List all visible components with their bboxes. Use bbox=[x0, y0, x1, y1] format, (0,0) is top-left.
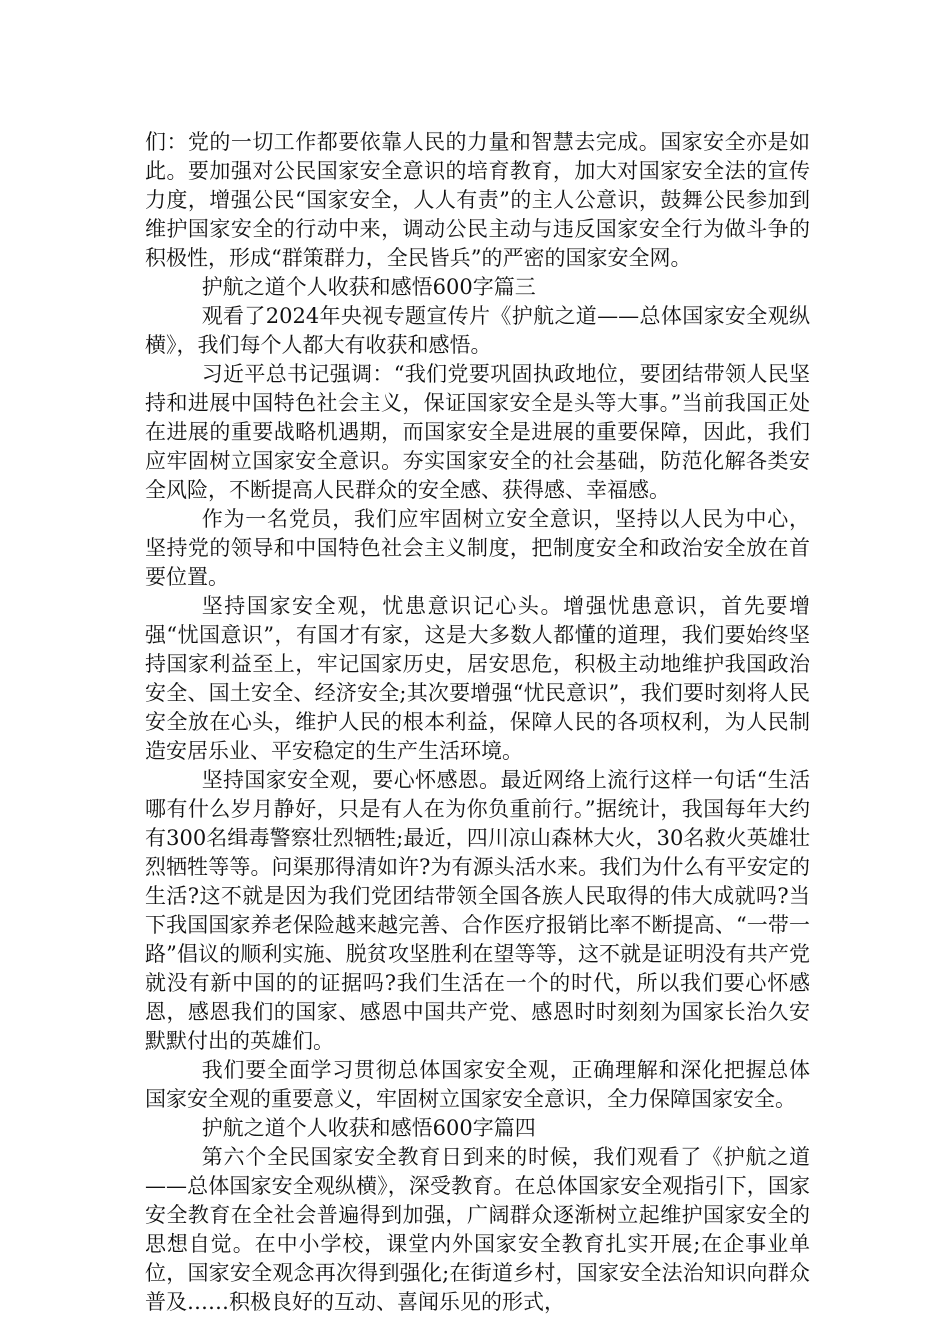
paragraph: 我们要全面学习贯彻总体国家安全观，正确理解和深化把握总体国家安全观的重要意义，牢固树立国家安全意识，全力保障国家安全。 bbox=[145, 1058, 810, 1111]
paragraph: 作为一名党员，我们应牢固树立安全意识，坚持以人民为中心，坚持党的领导和中国特色社会主义制度，把制度安全和政治安全放在首要位置。 bbox=[145, 507, 810, 589]
section-heading-part-three: 护航之道个人收获和感悟600字篇三 bbox=[201, 275, 536, 299]
document-body bbox=[145, 128, 810, 1317]
paragraph: 坚持国家安全观，忧患意识记心头。增强忧患意识，首先要增强“忧国意识”，有国才有家，这是大多数人都懂的道理，我们要始终坚持国家利益至上，牢记国家历史，居安思危，积极主动地维护我国政治安全、国土安全、经济安全;其次要增强“忧民意识”，我们要时刻将人民安全放在心头，维护人民的根本利益，保障人民的各项权利，为人民制造安居乐业、平安稳定的生产生活环境。 bbox=[145, 594, 810, 763]
paragraph: 第六个全民国家安全教育日到来的时候，我们观看了《护航之道——总体国家安全观纵横》，深受教育。在总体国家安全观指引下，国家安全教育在全社会普遍得到加强，广阔群众逐渐树立起维护国家安全的思想自觉。在中小学校，课堂内外国家安全教育扎实开展;在企事业单位，国家安全观念再次得到强化;在街道乡村，国家安全法治知识向群众普及……积极良好的互动、喜闻乐见的形式， bbox=[145, 1145, 810, 1314]
paragraph: 习近平总书记强调：“我们党要巩固执政地位，要团结带领人民坚持和进展中国特色社会主义，保证国家安全是头等大事。”当前我国正处在进展的重要战略机遇期，而国家安全是进展的重要保障，因此，我们应牢固树立国家安全意识。夯实国家安全的社会基础，防范化解各类安全风险，不断提高人民群众的安全感、获得感、幸福感。 bbox=[145, 362, 810, 502]
paragraph-continued: 们：党的一切工作都要依靠人民的力量和智慧去完成。国家安全亦是如此。要加强对公民国家安全意识的培育教育，加大对国家安全法的宣传力度，增强公民“国家安全，人人有责”的主人公意识，鼓舞公民参加到维护国家安全的行动中来，调动公民主动与违反国家安全行为做斗争的积极性，形成“群策群力，全民皆兵”的严密的国家安全网。 bbox=[145, 130, 810, 270]
paragraph: 坚持国家安全观，要心怀感恩。最近网络上流行这样一句话“生活哪有什么岁月静好，只是有人在为你负重前行。”据统计，我国每年大约有300名缉毒警察壮烈牺牲;最近，四川凉山森林大火，30名救火英雄壮烈牺牲等等。问渠那得清如许?为有源头活水来。我们为什么有平安定的生活?这不就是因为我们党团结带领全国各族人民取得的伟大成就吗?当下我国国家养老保险越来越完善、合作医疗报销比率不断提高、“一带一路”倡议的顺利实施、脱贫攻坚胜利在望等等，这不就是证明没有共产党就没有新中国的的证据吗?我们生活在一个的时代，所以我们要心怀感恩，感恩我们的国家、感恩中国共产党、感恩时时刻刻为国家长治久安默默付出的英雄们。 bbox=[145, 768, 810, 1053]
paragraph: 观看了2024年央视专题宣传片《护航之道——总体国家安全观纵横》，我们每个人都大有收获和感悟。 bbox=[145, 304, 810, 357]
section-heading-part-four: 护航之道个人收获和感悟600字篇四 bbox=[201, 1116, 536, 1140]
